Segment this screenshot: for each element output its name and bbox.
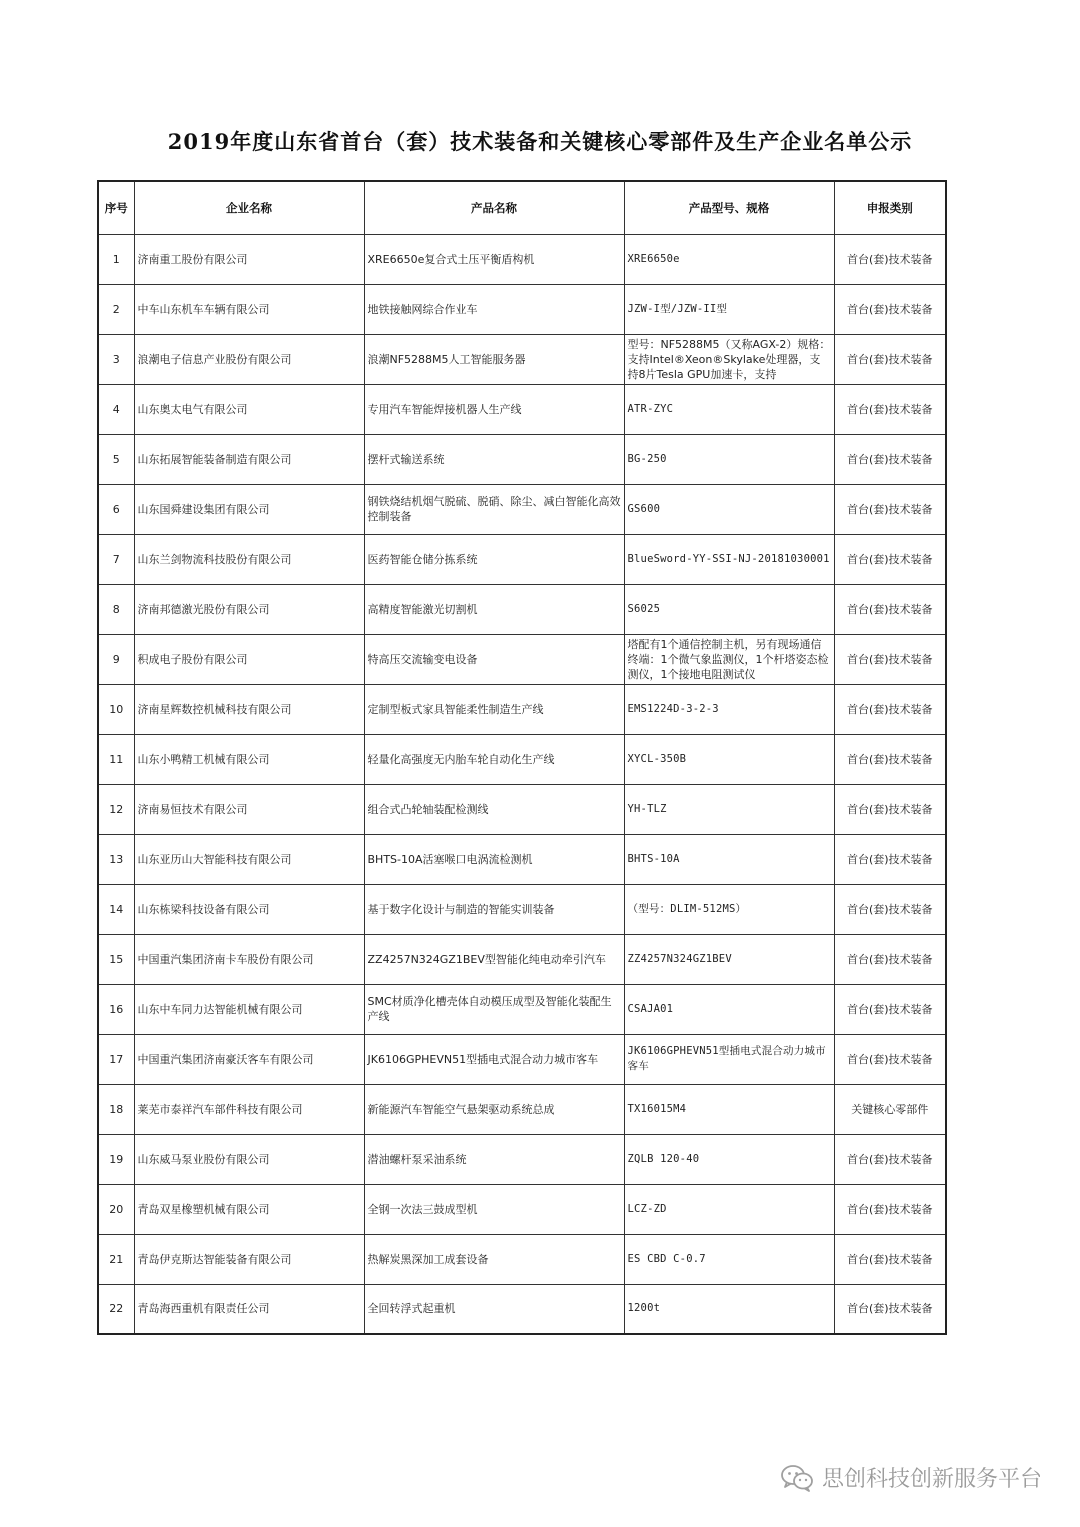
table-row [98,1084,946,1134]
cell-company: 中国重汽集团济南卡车股份有限公司 [134,934,364,984]
cell-product: JK6106GPHEVN51型插电式混合动力城市客车 [364,1034,624,1084]
cell-product: 地铁接触网综合作业车 [364,284,624,334]
cell-company: 山东奥太电气有限公司 [134,384,364,434]
cell-product: 高精度智能激光切割机 [364,584,624,634]
watermark-text: 思创科技创新服务平台 [821,1467,1042,1492]
cell-index: 21 [98,1234,134,1284]
cell-category: 首台(套)技术装备 [834,534,946,584]
cell-category: 首台(套)技术装备 [834,484,946,534]
cell-index: 4 [98,384,134,434]
table-row [98,434,946,484]
cell-product: 新能源汽车智能空气悬架驱动系统总成 [364,1084,624,1134]
table-row [98,934,946,984]
cell-company: 青岛伊克斯达智能装备有限公司 [134,1234,364,1284]
wechat-icon [780,1464,814,1492]
table-header-row [98,181,946,234]
cell-company: 济南易恒技术有限公司 [134,784,364,834]
cell-company: 中国重汽集团济南豪沃客车有限公司 [134,1034,364,1084]
cell-index: 6 [98,484,134,534]
cell-company: 莱芜市泰祥汽车部件科技有限公司 [134,1084,364,1134]
cell-company: 青岛海西重机有限责任公司 [134,1284,364,1334]
cell-company: 山东拓展智能装备制造有限公司 [134,434,364,484]
cell-product: 全回转浮式起重机 [364,1284,624,1334]
table-row [98,1284,946,1334]
header-product: 产品名称 [364,181,624,234]
table-row [98,334,946,384]
table-row [98,384,946,434]
cell-product: 基于数字化设计与制造的智能实训装备 [364,884,624,934]
cell-product: XRE6650e复合式土压平衡盾构机 [364,234,624,284]
cell-index: 18 [98,1084,134,1134]
cell-model-spec: ZQLB 120-40 [624,1134,834,1184]
cell-product: ZZ4257N324GZ1BEV型智能化纯电动牵引汽车 [364,934,624,984]
cell-model-spec: BHTS-10A [624,834,834,884]
table-row [98,234,946,284]
cell-category: 首台(套)技术装备 [834,1034,946,1084]
table-row [98,734,946,784]
cell-category: 首台(套)技术装备 [834,334,946,384]
cell-index: 12 [98,784,134,834]
cell-model-spec: YH-TLZ [624,784,834,834]
cell-product: 特高压交流输变电设备 [364,634,624,684]
table-row [98,534,946,584]
cell-company: 济南邦德激光股份有限公司 [134,584,364,634]
cell-index: 16 [98,984,134,1034]
cell-product: 组合式凸轮轴装配检测线 [364,784,624,834]
cell-category: 首台(套)技术装备 [834,884,946,934]
table-row [98,684,946,734]
cell-category: 首台(套)技术装备 [834,1134,946,1184]
cell-company: 积成电子股份有限公司 [134,634,364,684]
cell-index: 5 [98,434,134,484]
cell-company: 山东国舜建设集团有限公司 [134,484,364,534]
cell-model-spec: BG-250 [624,434,834,484]
cell-product: 钢铁烧结机烟气脱硫、脱硝、除尘、减白智能化高效控制装备 [364,484,624,534]
table-row [98,1034,946,1084]
cell-company: 济南重工股份有限公司 [134,234,364,284]
cell-model-spec: TX16015M4 [624,1084,834,1134]
cell-model-spec: JZW-I型/JZW-II型 [624,284,834,334]
cell-company: 浪潮电子信息产业股份有限公司 [134,334,364,384]
cell-category: 首台(套)技术装备 [834,1234,946,1284]
cell-product: BHTS-10A活塞喉口电涡流检测机 [364,834,624,884]
table-row [98,784,946,834]
cell-model-spec: LCZ-ZD [624,1184,834,1234]
cell-company: 济南星辉数控机械科技有限公司 [134,684,364,734]
header-category: 申报类别 [834,181,946,234]
cell-category: 首台(套)技术装备 [834,984,946,1034]
cell-model-spec: GS600 [624,484,834,534]
cell-category: 首台(套)技术装备 [834,384,946,434]
cell-company: 山东威马泵业股份有限公司 [134,1134,364,1184]
cell-product: SMC材质净化槽壳体自动模压成型及智能化装配生产线 [364,984,624,1034]
cell-category: 首台(套)技术装备 [834,734,946,784]
cell-model-spec: JK6106GPHEVN51型插电式混合动力城市客车 [624,1034,834,1084]
cell-company: 山东亚历山大智能科技有限公司 [134,834,364,884]
cell-model-spec: S6025 [624,584,834,634]
cell-product: 医药智能仓储分拣系统 [364,534,624,584]
cell-category: 首台(套)技术装备 [834,234,946,284]
cell-category: 首台(套)技术装备 [834,934,946,984]
cell-product: 轻量化高强度无内胎车轮自动化生产线 [364,734,624,784]
header-company: 企业名称 [134,181,364,234]
cell-index: 2 [98,284,134,334]
cell-product: 热解炭黑深加工成套设备 [364,1234,624,1284]
cell-company: 山东小鸭精工机械有限公司 [134,734,364,784]
cell-model-spec: 1200t [624,1284,834,1334]
cell-category: 首台(套)技术装备 [834,634,946,684]
table-row [98,1134,946,1184]
cell-category: 首台(套)技术装备 [834,434,946,484]
cell-category: 首台(套)技术装备 [834,284,946,334]
table-row [98,584,946,634]
cell-model-spec: EMS1224D-3-2-3 [624,684,834,734]
cell-product: 专用汽车智能焊接机器人生产线 [364,384,624,434]
cell-index: 3 [98,334,134,384]
cell-company: 中车山东机车车辆有限公司 [134,284,364,334]
cell-model-spec: CSAJA01 [624,984,834,1034]
cell-index: 15 [98,934,134,984]
cell-company: 青岛双星橡塑机械有限公司 [134,1184,364,1234]
cell-category: 首台(套)技术装备 [834,684,946,734]
cell-product: 潜油螺杆泵采油系统 [364,1134,624,1184]
header-index: 序号 [98,181,134,234]
table-row [98,1184,946,1234]
cell-category: 首台(套)技术装备 [834,834,946,884]
table-row [98,984,946,1034]
header-model-spec: 产品型号、规格 [624,181,834,234]
cell-model-spec: XRE6650e [624,234,834,284]
cell-category: 首台(套)技术装备 [834,1284,946,1334]
cell-product: 全钢一次法三鼓成型机 [364,1184,624,1234]
cell-category: 首台(套)技术装备 [834,1184,946,1234]
cell-model-spec: （型号：DLIM-512MS） [624,884,834,934]
cell-model-spec: BlueSword-YY-SSI-NJ-20181030001 [624,534,834,584]
cell-index: 10 [98,684,134,734]
table-row [98,634,946,684]
cell-model-spec: 塔配有1个通信控制主机，另有现场通信终端：1个微气象监测仪，1个杆塔姿态检测仪，1个接地电阻测试仪 [624,634,834,684]
cell-model-spec: ATR-ZYC [624,384,834,434]
table-row [98,1234,946,1284]
cell-index: 9 [98,634,134,684]
watermark [780,1462,1042,1493]
cell-product: 摆杆式输送系统 [364,434,624,484]
table-row [98,834,946,884]
cell-category: 首台(套)技术装备 [834,784,946,834]
cell-company: 山东栋梁科技设备有限公司 [134,884,364,934]
cell-model-spec: ZZ4257N324GZ1BEV [624,934,834,984]
cell-index: 1 [98,234,134,284]
cell-product: 定制型板式家具智能柔性制造生产线 [364,684,624,734]
cell-index: 14 [98,884,134,934]
table-row [98,484,946,534]
cell-index: 7 [98,534,134,584]
cell-model-spec: ES CBD C-0.7 [624,1234,834,1284]
cell-index: 11 [98,734,134,784]
cell-index: 20 [98,1184,134,1234]
cell-index: 19 [98,1134,134,1184]
cell-category: 关键核心零部件 [834,1084,946,1134]
table-row [98,284,946,334]
cell-category: 首台(套)技术装备 [834,584,946,634]
page-title: 2019年度山东省首台（套）技术装备和关键核心零部件及生产企业名单公示 [167,129,913,154]
cell-company: 山东中车同力达智能机械有限公司 [134,984,364,1034]
cell-model-spec: 型号：NF5288M5（又称AGX-2）规格：支持Intel®Xeon®Skylake处理器，支持8片Tesla GPU加速卡，支持 [624,334,834,384]
cell-index: 13 [98,834,134,884]
cell-product: 浪潮NF5288M5人工智能服务器 [364,334,624,384]
cell-index: 22 [98,1284,134,1334]
cell-model-spec: XYCL-350B [624,734,834,784]
cell-index: 17 [98,1034,134,1084]
cell-index: 8 [98,584,134,634]
cell-company: 山东兰剑物流科技股份有限公司 [134,534,364,584]
company-list-table [97,180,947,1335]
table-row [98,884,946,934]
